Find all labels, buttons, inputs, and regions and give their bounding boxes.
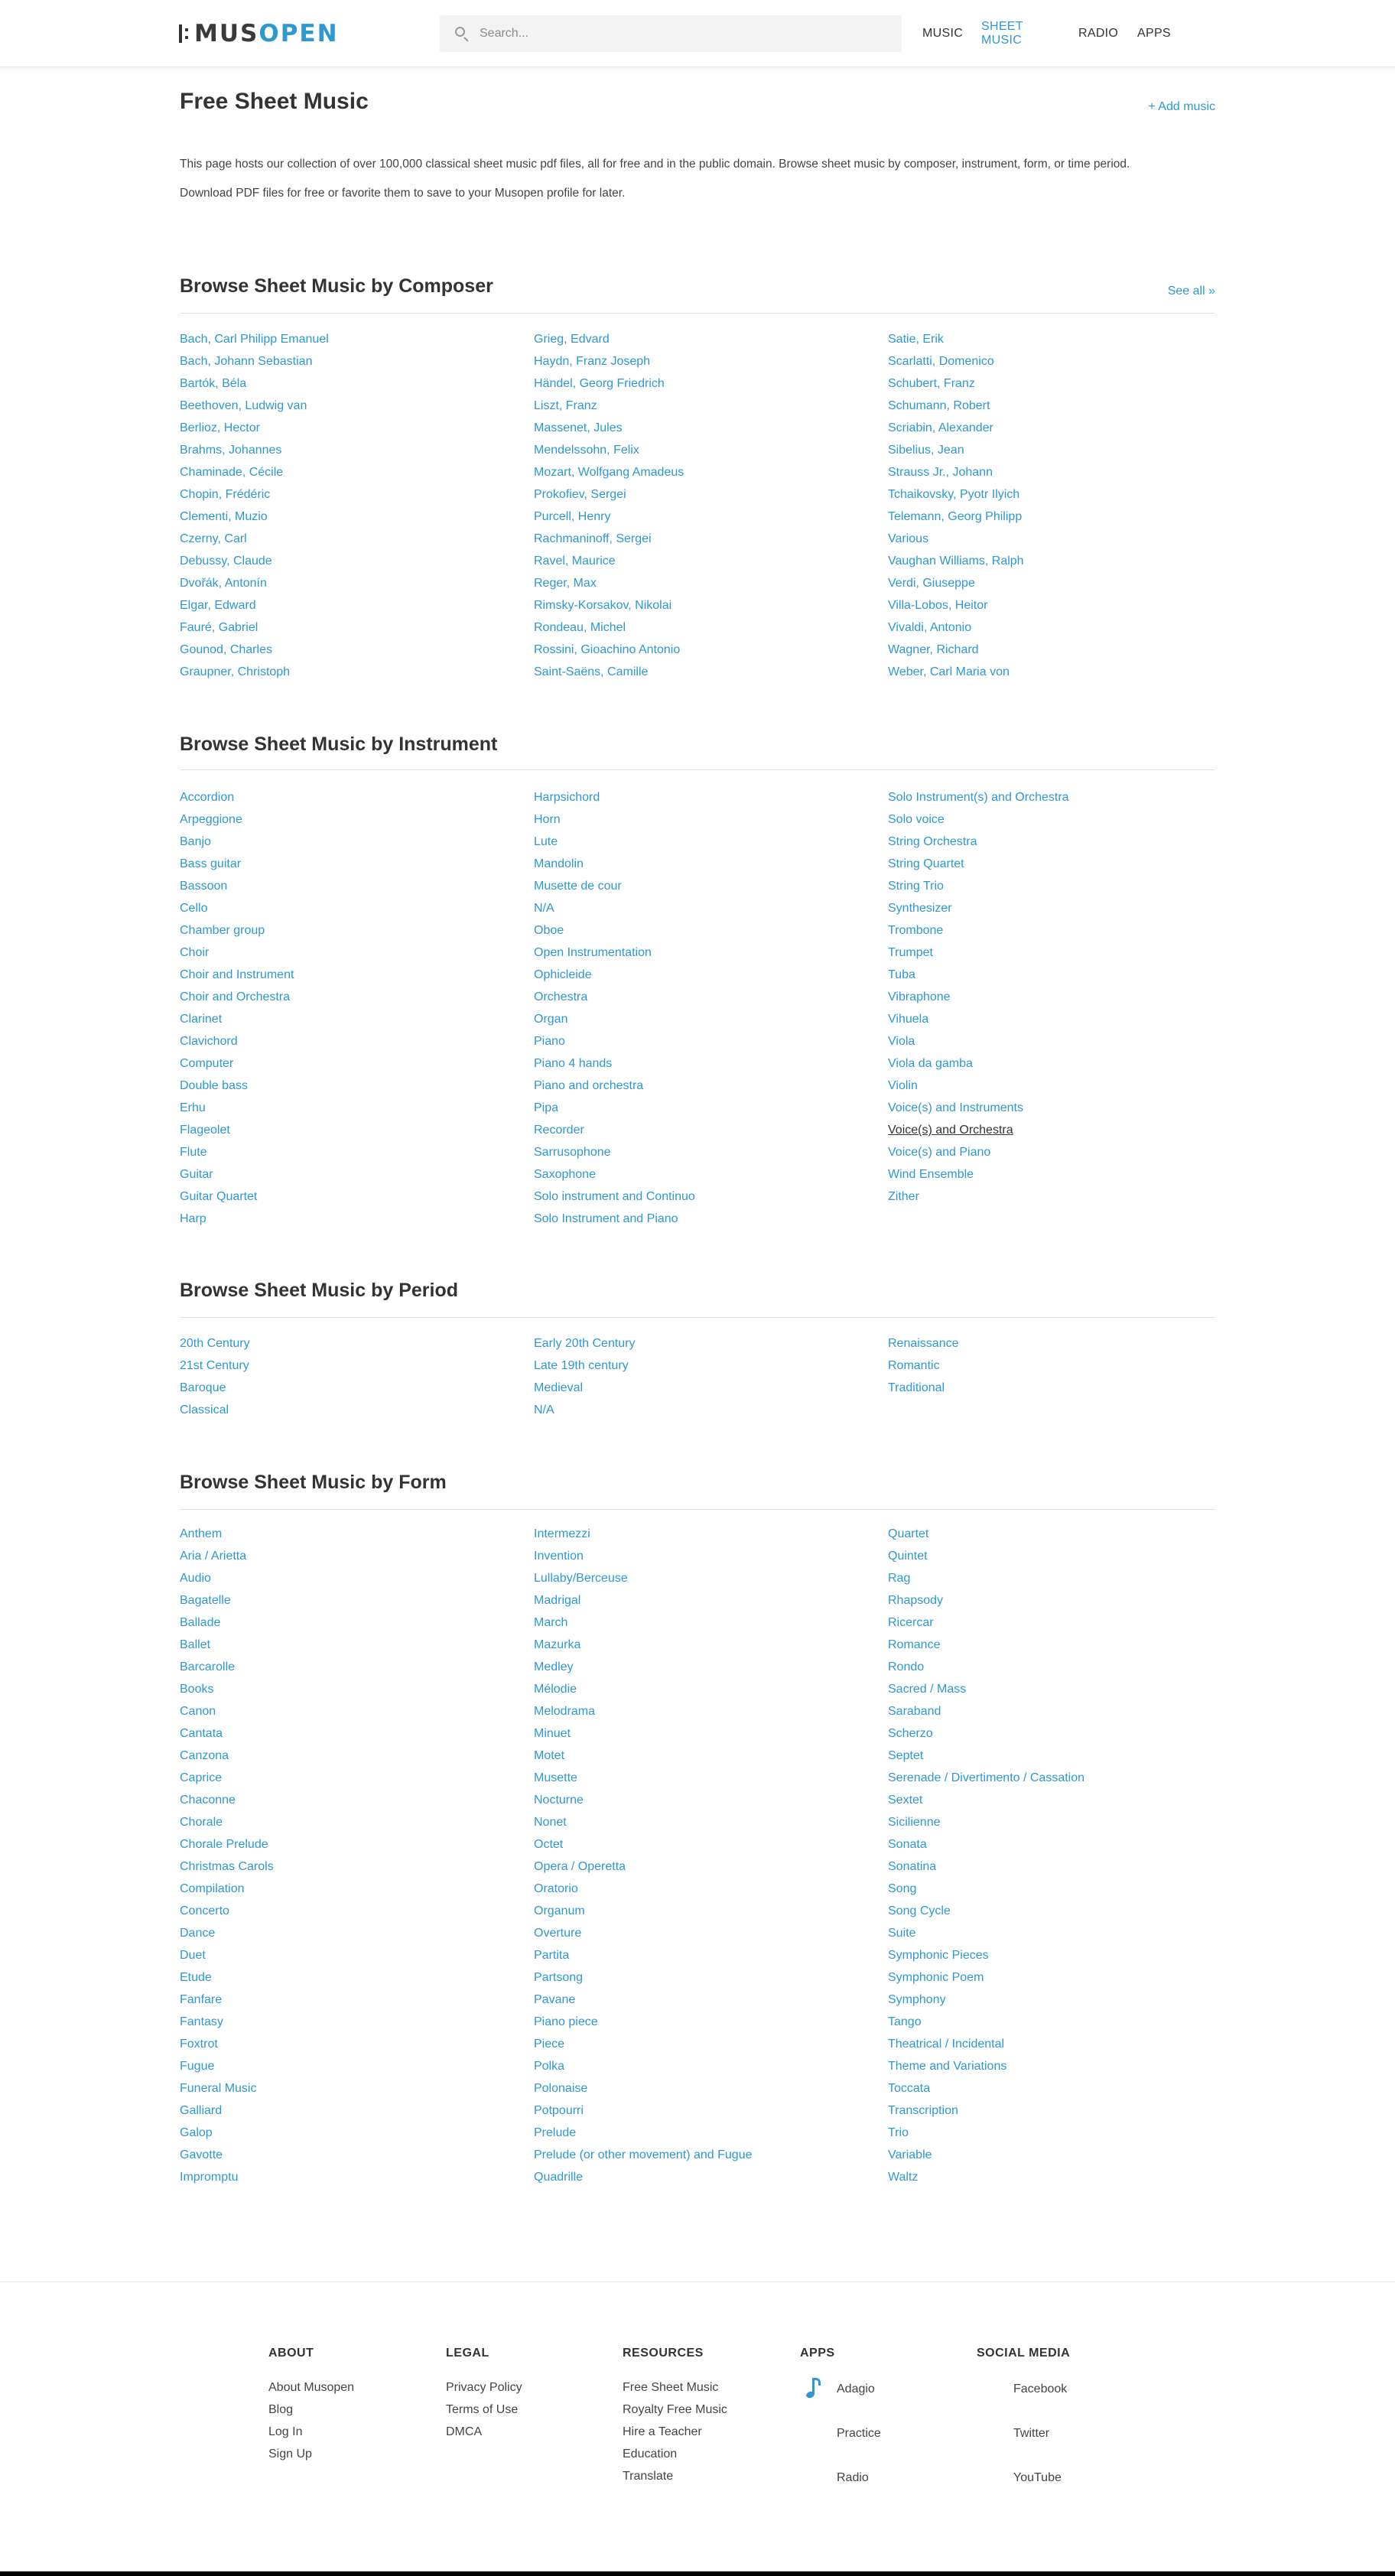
browse-link[interactable]: Tchaikovsky, Pyotr Ilyich: [888, 488, 1020, 501]
browse-link[interactable]: Viola da gamba: [888, 1057, 973, 1070]
browse-link[interactable]: Theatrical / Incidental: [888, 2038, 1005, 2051]
browse-link[interactable]: Mélodie: [534, 1683, 577, 1696]
instrument-column-3: [888, 786, 1069, 1208]
browse-link[interactable]: Bagatelle: [180, 1594, 231, 1607]
browse-link[interactable]: Mazurka: [534, 1638, 581, 1651]
browse-link[interactable]: Nonet: [534, 1816, 567, 1829]
browse-link[interactable]: Impromptu: [180, 2171, 239, 2184]
browse-link[interactable]: Compilation: [180, 1882, 245, 1895]
browse-link[interactable]: Reger, Max: [534, 577, 597, 590]
browse-link[interactable]: Sarrusophone: [534, 1146, 611, 1159]
browse-link[interactable]: Various: [888, 532, 929, 545]
browse-link[interactable]: N/A: [534, 902, 554, 915]
browse-link[interactable]: Concerto: [180, 1904, 229, 1917]
browse-link[interactable]: Chaminade, Cécile: [180, 466, 284, 479]
browse-link[interactable]: Sacred / Mass: [888, 1683, 967, 1696]
browse-link[interactable]: Song: [888, 1882, 917, 1895]
browse-link[interactable]: Galop: [180, 2126, 213, 2139]
browse-link[interactable]: Christmas Carols: [180, 1860, 274, 1873]
composer-column-3: [888, 328, 1024, 683]
youtube-icon: [977, 2466, 1000, 2489]
nav-music[interactable]: MUSIC: [922, 27, 964, 40]
browse-link[interactable]: Piano 4 hands: [534, 1057, 613, 1070]
form-column-3: [888, 1523, 1084, 2188]
footer-link-sign-up[interactable]: Sign Up: [268, 2448, 312, 2461]
browse-link[interactable]: Symphonic Pieces: [888, 1949, 989, 1962]
footer-link-terms-of-use[interactable]: Terms of Use: [446, 2403, 519, 2416]
browse-link[interactable]: Prelude (or other movement) and Fugue: [534, 2148, 753, 2161]
browse-link[interactable]: Theme and Variations: [888, 2060, 1007, 2073]
browse-link[interactable]: Czerny, Carl: [180, 532, 247, 545]
browse-link[interactable]: Audio: [180, 1572, 211, 1585]
browse-link[interactable]: Polonaise: [534, 2082, 588, 2095]
logo-bar-icon: [179, 24, 182, 43]
browse-link[interactable]: Chopin, Frédéric: [180, 488, 271, 501]
browse-link[interactable]: Open Instrumentation: [534, 946, 652, 959]
browse-link[interactable]: Flute: [180, 1146, 207, 1159]
browse-link[interactable]: Sicilienne: [888, 1816, 941, 1829]
form-column-2: [534, 1523, 752, 2188]
browse-link[interactable]: Medley: [534, 1660, 574, 1673]
footer-link-twitter[interactable]: Twitter: [1013, 2426, 1050, 2440]
browse-link[interactable]: Voice(s) and Piano: [888, 1146, 991, 1159]
browse-link[interactable]: Scarlatti, Domenico: [888, 355, 994, 368]
footer-link-adagio[interactable]: Adagio: [837, 2382, 875, 2395]
browse-link[interactable]: Rhapsody: [888, 1594, 944, 1607]
browse-link[interactable]: Schumann, Robert: [888, 399, 990, 412]
footer-resources: [623, 2347, 727, 2487]
browse-link[interactable]: Classical: [180, 1403, 229, 1416]
browse-link[interactable]: Oboe: [534, 924, 564, 937]
browse-link[interactable]: Serenade / Divertimento / Cassation: [888, 1771, 1085, 1784]
browse-link[interactable]: Bach, Carl Philipp Emanuel: [180, 333, 329, 346]
browse-link[interactable]: Double bass: [180, 1079, 248, 1092]
musopen-logo[interactable]: [179, 20, 339, 47]
browse-link[interactable]: Weber, Carl Maria von: [888, 665, 1010, 678]
browse-link[interactable]: Trio: [888, 2126, 909, 2139]
browse-link[interactable]: Foxtrot: [180, 2038, 218, 2051]
browse-link[interactable]: Chaconne: [180, 1794, 236, 1807]
browse-link[interactable]: Variable: [888, 2148, 932, 2161]
composer-column-2: [534, 328, 684, 683]
browse-link[interactable]: Musette: [534, 1771, 577, 1784]
browse-link[interactable]: Toccata: [888, 2082, 931, 2095]
browse-link[interactable]: Rag: [888, 1572, 911, 1585]
browse-link[interactable]: Wind Ensemble: [888, 1168, 974, 1181]
browse-link[interactable]: Saxophone: [534, 1168, 596, 1181]
browse-link[interactable]: Overture: [534, 1927, 582, 1940]
browse-link[interactable]: Canon: [180, 1705, 216, 1718]
browse-link[interactable]: Choir and Instrument: [180, 968, 294, 981]
browse-link[interactable]: Madrigal: [534, 1594, 581, 1607]
browse-link[interactable]: Pavane: [534, 1993, 576, 2006]
browse-link[interactable]: Saraband: [888, 1705, 941, 1718]
browse-link[interactable]: Symphonic Poem: [888, 1971, 984, 1984]
period-column-1: [180, 1332, 250, 1421]
logo-wordmark: MUSOPEN: [194, 20, 339, 47]
browse-link[interactable]: Partsong: [534, 1971, 584, 1984]
browse-link[interactable]: Medieval: [534, 1381, 584, 1394]
browse-link[interactable]: Harp: [180, 1212, 206, 1225]
period-column-3: [888, 1332, 959, 1399]
browse-link[interactable]: Vaughan Williams, Ralph: [888, 555, 1024, 568]
browse-link[interactable]: Saint-Saëns, Camille: [534, 665, 649, 678]
browse-link[interactable]: Nocturne: [534, 1794, 584, 1807]
browse-link[interactable]: Chorale Prelude: [180, 1838, 268, 1851]
browse-link[interactable]: Scherzo: [888, 1727, 933, 1740]
footer-link-education[interactable]: Education: [623, 2448, 678, 2461]
browse-link[interactable]: Intermezzi: [534, 1527, 590, 1540]
browse-link[interactable]: Sibelius, Jean: [888, 444, 964, 457]
browse-link[interactable]: Bach, Johann Sebastian: [180, 355, 313, 368]
facebook-icon: [977, 2377, 1000, 2400]
footer-link-facebook[interactable]: Facebook: [1013, 2382, 1068, 2395]
browse-link[interactable]: Orchestra: [534, 990, 588, 1003]
browse-link[interactable]: Choir and Orchestra: [180, 990, 291, 1003]
browse-link[interactable]: Waltz: [888, 2171, 919, 2184]
twitter-icon: [977, 2422, 1000, 2444]
browse-link[interactable]: Harpsichord: [534, 791, 600, 804]
browse-link[interactable]: Guitar Quartet: [180, 1190, 258, 1203]
browse-link[interactable]: Computer: [180, 1057, 234, 1070]
browse-link[interactable]: Ricercar: [888, 1616, 934, 1629]
browse-link[interactable]: Mozart, Wolfgang Amadeus: [534, 466, 684, 479]
browse-link[interactable]: Books: [180, 1683, 214, 1696]
composer-column-1: [180, 328, 329, 683]
browse-link[interactable]: Ballade: [180, 1616, 221, 1629]
browse-link[interactable]: Haydn, Franz Joseph: [534, 355, 651, 368]
browse-link[interactable]: Synthesizer: [888, 902, 952, 915]
browse-link[interactable]: Mandolin: [534, 857, 584, 870]
browse-link[interactable]: Vivaldi, Antonio: [888, 621, 972, 634]
browse-link[interactable]: Minuet: [534, 1727, 571, 1740]
browse-link[interactable]: Bass guitar: [180, 857, 242, 870]
logo-dots-icon: [185, 28, 188, 39]
browse-link[interactable]: Quadrille: [534, 2171, 584, 2184]
browse-link[interactable]: Canzona: [180, 1749, 229, 1762]
browse-link[interactable]: Piano piece: [534, 2015, 598, 2028]
page-title: Free Sheet Music: [180, 89, 369, 114]
radio-app-icon: [800, 2466, 823, 2489]
browse-link[interactable]: Satie, Erik: [888, 333, 944, 346]
instrument-column-1: [180, 786, 294, 1230]
site-header: [0, 0, 1395, 67]
browse-link[interactable]: Fanfare: [180, 1993, 223, 2006]
see-all-composers-link[interactable]: See all »: [1167, 285, 1215, 298]
search-box[interactable]: [440, 15, 902, 52]
footer-link-privacy-policy[interactable]: Privacy Policy: [446, 2381, 522, 2394]
search-input[interactable]: [480, 27, 877, 41]
browse-link[interactable]: Traditional: [888, 1381, 945, 1394]
browse-link[interactable]: Late 19th century: [534, 1359, 629, 1372]
form-divider: [180, 1509, 1215, 1510]
browse-link[interactable]: Prelude: [534, 2126, 577, 2139]
browse-link[interactable]: Fantasy: [180, 2015, 223, 2028]
browse-link[interactable]: Renaissance: [888, 1337, 959, 1350]
footer-about: [268, 2347, 354, 2465]
browse-link[interactable]: Ravel, Maurice: [534, 555, 616, 568]
bottom-bar: [0, 2571, 1395, 2576]
browse-link[interactable]: Solo voice: [888, 813, 945, 826]
period-divider: [180, 1317, 1215, 1318]
browse-link[interactable]: Piano and orchestra: [534, 1079, 644, 1092]
browse-link[interactable]: Suite: [888, 1927, 916, 1940]
browse-link[interactable]: Telemann, Georg Philipp: [888, 510, 1023, 523]
browse-link[interactable]: Piece: [534, 2038, 565, 2051]
footer-link-radio[interactable]: Radio: [837, 2470, 869, 2484]
period-section-title: Browse Sheet Music by Period: [180, 1280, 458, 1301]
browse-link[interactable]: Voice(s) and Instruments: [888, 1101, 1023, 1114]
browse-link[interactable]: Duet: [180, 1949, 206, 1962]
browse-link[interactable]: Verdi, Giuseppe: [888, 577, 975, 590]
nav-apps[interactable]: APPS: [1137, 27, 1171, 40]
browse-link[interactable]: Partita: [534, 1949, 570, 1962]
browse-link[interactable]: Prokofiev, Sergei: [534, 488, 626, 501]
browse-link[interactable]: Symphony: [888, 1993, 946, 2006]
browse-link[interactable]: Quintet: [888, 1550, 928, 1563]
browse-link[interactable]: Baroque: [180, 1381, 226, 1394]
footer-link-hire-a-teacher[interactable]: Hire a Teacher: [623, 2425, 702, 2438]
footer-link-log-in[interactable]: Log In: [268, 2425, 303, 2438]
browse-link[interactable]: Aria / Arietta: [180, 1550, 247, 1563]
browse-link[interactable]: Choir: [180, 946, 210, 959]
browse-link[interactable]: Solo Instrument(s) and Orchestra: [888, 791, 1069, 804]
browse-link[interactable]: Liszt, Franz: [534, 399, 597, 412]
browse-link[interactable]: Potpourri: [534, 2104, 584, 2117]
footer-link-dmca[interactable]: DMCA: [446, 2425, 483, 2438]
footer-link-royalty-free-music[interactable]: Royalty Free Music: [623, 2403, 727, 2416]
browse-link[interactable]: Octet: [534, 1838, 564, 1851]
browse-link[interactable]: Massenet, Jules: [534, 421, 623, 434]
browse-link[interactable]: Horn: [534, 813, 561, 826]
nav-radio[interactable]: RADIO: [1078, 27, 1119, 40]
browse-link[interactable]: Barcarolle: [180, 1660, 236, 1673]
browse-link[interactable]: Gounod, Charles: [180, 643, 272, 656]
footer-link-blog[interactable]: Blog: [268, 2403, 294, 2416]
footer-link-practice[interactable]: Practice: [837, 2426, 881, 2440]
browse-link[interactable]: Voice(s) and Orchestra: [888, 1124, 1013, 1137]
browse-link[interactable]: Lute: [534, 835, 558, 848]
browse-link[interactable]: Tuba: [888, 968, 915, 981]
browse-link[interactable]: Berlioz, Hector: [180, 421, 260, 434]
browse-link[interactable]: Schubert, Franz: [888, 377, 975, 390]
browse-link[interactable]: Accordion: [180, 791, 235, 804]
browse-link[interactable]: String Orchestra: [888, 835, 977, 848]
browse-link[interactable]: Beethoven, Ludwig van: [180, 399, 307, 412]
browse-link[interactable]: Solo Instrument and Piano: [534, 1212, 678, 1225]
browse-link[interactable]: Transcription: [888, 2104, 958, 2117]
browse-link[interactable]: Trumpet: [888, 946, 933, 959]
browse-link[interactable]: Chorale: [180, 1816, 223, 1829]
composer-section-title: Browse Sheet Music by Composer: [180, 275, 493, 297]
intro-paragraph-2: Download PDF files for free or favorite them to save to your Musopen profile for later.: [180, 187, 626, 200]
browse-link[interactable]: Bartók, Béla: [180, 377, 247, 390]
instrument-column-2: [534, 786, 695, 1230]
music-note-icon: [800, 2373, 823, 2404]
footer-link-free-sheet-music[interactable]: Free Sheet Music: [623, 2381, 719, 2394]
browse-link[interactable]: Song Cycle: [888, 1904, 951, 1917]
browse-link[interactable]: 21st Century: [180, 1359, 249, 1372]
browse-link[interactable]: Recorder: [534, 1124, 584, 1137]
browse-link[interactable]: Zither: [888, 1190, 919, 1203]
period-column-2: [534, 1332, 636, 1421]
footer-social-facebook[interactable]: [977, 2366, 1070, 2411]
footer-app-radio[interactable]: [800, 2455, 881, 2500]
nav-sheet-music[interactable]: SHEET MUSIC: [981, 20, 1023, 47]
browse-link[interactable]: N/A: [534, 1403, 554, 1416]
browse-link[interactable]: Organ: [534, 1013, 568, 1026]
instrument-section-title: Browse Sheet Music by Instrument: [180, 733, 498, 755]
browse-link[interactable]: Piano: [534, 1035, 565, 1048]
browse-link[interactable]: 20th Century: [180, 1337, 250, 1350]
footer-link-about-musopen[interactable]: About Musopen: [268, 2381, 355, 2394]
browse-link[interactable]: Rossini, Gioachino Antonio: [534, 643, 681, 656]
browse-link[interactable]: Organum: [534, 1904, 585, 1917]
footer-legal-title: LEGAL: [446, 2347, 489, 2360]
browse-link[interactable]: Tango: [888, 2015, 922, 2028]
footer-legal: [446, 2347, 522, 2443]
browse-link[interactable]: Violin: [888, 1079, 918, 1092]
form-section-title: Browse Sheet Music by Form: [180, 1472, 447, 1493]
browse-link[interactable]: Brahms, Johannes: [180, 444, 282, 457]
browse-link[interactable]: Arpeggione: [180, 813, 242, 826]
footer-link-youtube[interactable]: YouTube: [1013, 2470, 1062, 2484]
browse-link[interactable]: Scriabin, Alexander: [888, 421, 993, 434]
footer-social-twitter[interactable]: [977, 2411, 1070, 2455]
footer-social: [977, 2347, 1070, 2500]
browse-link[interactable]: Invention: [534, 1550, 584, 1563]
browse-link[interactable]: Opera / Operetta: [534, 1860, 626, 1873]
browse-link[interactable]: Romance: [888, 1638, 941, 1651]
browse-link[interactable]: Sextet: [888, 1794, 923, 1807]
browse-link[interactable]: Solo instrument and Continuo: [534, 1190, 695, 1203]
browse-link[interactable]: Romantic: [888, 1359, 940, 1372]
browse-link[interactable]: Elgar, Edward: [180, 599, 256, 612]
browse-link[interactable]: Rondo: [888, 1660, 925, 1673]
browse-link[interactable]: Chamber group: [180, 924, 265, 937]
form-column-1: [180, 1523, 274, 2188]
browse-link[interactable]: Septet: [888, 1749, 924, 1762]
browse-link[interactable]: Dvořák, Antonín: [180, 577, 267, 590]
browse-link[interactable]: Funeral Music: [180, 2082, 257, 2095]
browse-link[interactable]: Sonatina: [888, 1860, 937, 1873]
footer-app-practice[interactable]: [800, 2411, 881, 2455]
browse-link[interactable]: Etude: [180, 1971, 212, 1984]
browse-link[interactable]: Guitar: [180, 1168, 213, 1181]
instrument-divider: [180, 769, 1215, 770]
browse-link[interactable]: Polka: [534, 2060, 565, 2073]
browse-link[interactable]: Musette de cour: [534, 880, 622, 893]
footer-apps: [800, 2347, 881, 2500]
footer-link-translate[interactable]: Translate: [623, 2470, 674, 2483]
browse-link[interactable]: Cantata: [180, 1727, 223, 1740]
footer-about-title: ABOUT: [268, 2347, 314, 2360]
browse-link[interactable]: Melodrama: [534, 1705, 596, 1718]
browse-link[interactable]: Debussy, Claude: [180, 555, 272, 568]
browse-link[interactable]: Rachmaninoff, Sergei: [534, 532, 652, 545]
browse-link[interactable]: Wagner, Richard: [888, 643, 979, 656]
footer-social-youtube[interactable]: [977, 2455, 1070, 2500]
browse-link[interactable]: Galliard: [180, 2104, 223, 2117]
footer-social-title: SOCIAL MEDIA: [977, 2347, 1071, 2360]
browse-link[interactable]: Early 20th Century: [534, 1337, 636, 1350]
browse-link[interactable]: Dance: [180, 1927, 216, 1940]
browse-link[interactable]: Motet: [534, 1749, 565, 1762]
browse-link[interactable]: Grieg, Edvard: [534, 333, 610, 346]
browse-link[interactable]: March: [534, 1616, 568, 1629]
browse-link[interactable]: Vibraphone: [888, 990, 951, 1003]
browse-link[interactable]: Ballet: [180, 1638, 211, 1651]
browse-link[interactable]: Fauré, Gabriel: [180, 621, 259, 634]
browse-link[interactable]: Fugue: [180, 2060, 215, 2073]
browse-link[interactable]: Händel, Georg Friedrich: [534, 377, 665, 390]
intro-paragraph-1: This page hosts our collection of over 100,000 classical sheet music pdf files, all for free and in the public domain. Browse sheet music by composer, instrument, form, or time period.: [180, 158, 1130, 171]
browse-link[interactable]: Anthem: [180, 1527, 223, 1540]
browse-link[interactable]: Viola: [888, 1035, 915, 1048]
browse-link[interactable]: Erhu: [180, 1101, 206, 1114]
browse-link[interactable]: Bassoon: [180, 880, 228, 893]
footer-resources-title: RESOURCES: [623, 2347, 704, 2360]
search-icon: [454, 25, 470, 42]
footer-apps-title: APPS: [800, 2347, 835, 2360]
browse-link[interactable]: Quartet: [888, 1527, 929, 1540]
browse-link[interactable]: Villa-Lobos, Heitor: [888, 599, 988, 612]
browse-link[interactable]: Banjo: [180, 835, 211, 848]
browse-link[interactable]: Pipa: [534, 1101, 559, 1114]
browse-link[interactable]: Gavotte: [180, 2148, 223, 2161]
browse-link[interactable]: Vihuela: [888, 1013, 929, 1026]
browse-link[interactable]: Clavichord: [180, 1035, 238, 1048]
add-music-link[interactable]: + Add music: [1148, 100, 1215, 113]
browse-link[interactable]: Clarinet: [180, 1013, 223, 1026]
browse-link[interactable]: Ophicleide: [534, 968, 592, 981]
browse-link[interactable]: Trombone: [888, 924, 944, 937]
browse-link[interactable]: Clementi, Muzio: [180, 510, 268, 523]
browse-link[interactable]: Mendelssohn, Felix: [534, 444, 639, 457]
footer-app-adagio[interactable]: [800, 2366, 881, 2411]
browse-link[interactable]: Strauss Jr., Johann: [888, 466, 993, 479]
browse-link[interactable]: Oratorio: [534, 1882, 578, 1895]
browse-link[interactable]: Purcell, Henry: [534, 510, 611, 523]
composer-divider: [180, 313, 1215, 314]
browse-link[interactable]: String Trio: [888, 880, 944, 893]
browse-link[interactable]: Cello: [180, 902, 208, 915]
browse-link[interactable]: Lullaby/Berceuse: [534, 1572, 628, 1585]
browse-link[interactable]: Rondeau, Michel: [534, 621, 626, 634]
browse-link[interactable]: Caprice: [180, 1771, 223, 1784]
browse-link[interactable]: Sonata: [888, 1838, 927, 1851]
browse-link[interactable]: Rimsky-Korsakov, Nikolai: [534, 599, 672, 612]
browse-link[interactable]: Flageolet: [180, 1124, 230, 1137]
browse-link[interactable]: String Quartet: [888, 857, 964, 870]
practice-app-icon: [800, 2422, 823, 2444]
browse-link[interactable]: Graupner, Christoph: [180, 665, 291, 678]
